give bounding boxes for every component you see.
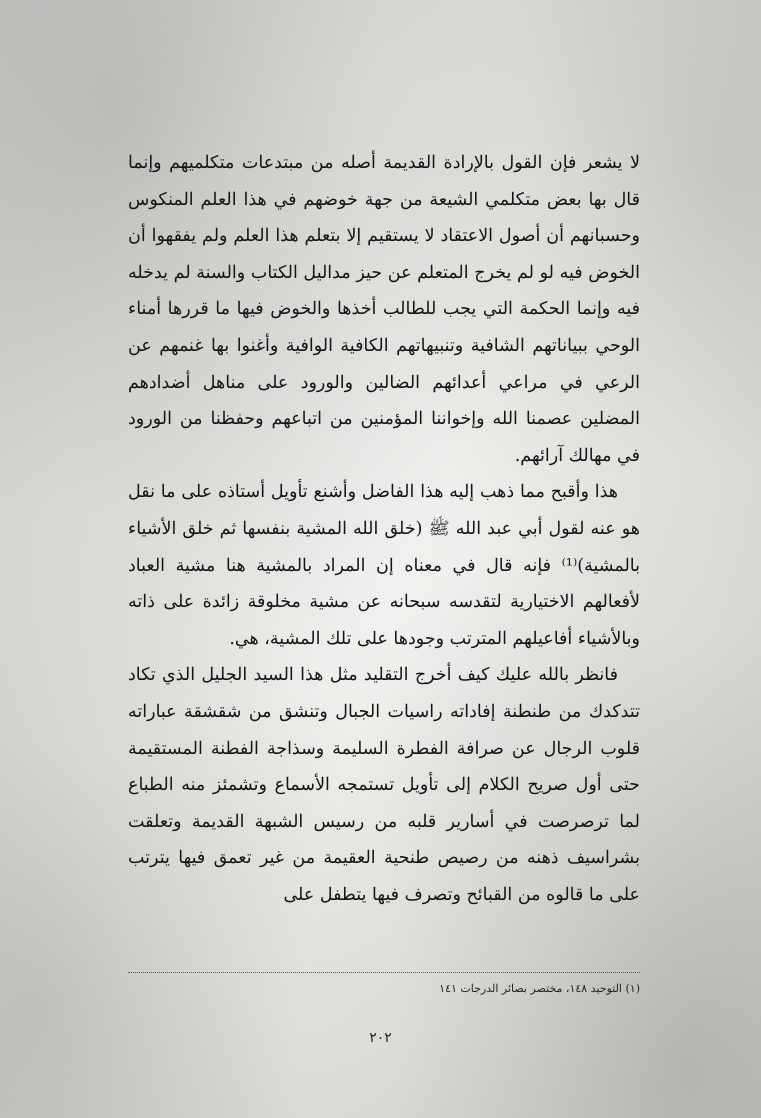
paragraph-2: هذا وأقبح مما ذهب إليه هذا الفاضل وأشنع تأويل أستاذه على ما نقل هو عنه لقول أبي عبد الله ﷺ (خلق الله المشية بنفسها ثم خلق الأشياء بالمشية)⁽¹⁾ فإنه قال في معناه إن المراد بالمشية هنا مشية العباد لأفعالهم الاختيارية لتقدسه سبحانه عن مشية مخلوقة زائدة على ذاته وبالأشياء أفاعيلهم المترتب وجودها على تلك المشية، هي. [128,482,640,649]
body-text [128,145,640,913]
footnote: (١) التوحيد ١٤٨، مختصر بصائر الدرجات ١٤١ [439,982,640,995]
paragraph-1: لا يشعر فإن القول بالإرادة القديمة أصله من مبتدعات متكلميهم وإنما قال بها بعض متكلمي الشيعة من جهة خوضهم في هذا العلم المنكوس وحسبانهم أن أصول الاعتقاد لا يستقيم إلا بتعلم هذا العلم ولم يفقهوا أن الخوض فيه لو لم يخرج المتعلم عن حيز مداليل الكتاب والسنة لم يدخله فيه وإنما الحكمة التي يجب للطالب أخذها والخوض فيها ما قررها أمناء الوحي ببياناتهم الشافية وتنبيهاتهم الكافية الوافية وأغنوا بها غنمهم عن الرعي في مراعي أعدائهم الضالين والورود على مناهل أضدادهم المضلين عصمنا الله وإخواننا المؤمنين من اتباعهم وحفظنا من الورود في مهالك آرائهم. [128,153,640,466]
paragraph-3: فانظر بالله عليك كيف أخرج التقليد مثل هذا السيد الجليل الذي تكاد تتدكدك من طنطنة إفاداته راسيات الجبال وتنشق من شقشقة عباراته قلوب الرجال عن صرافة الفطرة السليمة وسذاجة الفطنة المستقيمة حتى أول صريح الكلام إلى تأويل تستمجه الأسماع وتشمئز منه الطباع لما ترصرصت في أسارير قلبه من رسيس الشبهة القديمة وتعلقت بشراسيف ذهنه من رصيص طنحية العقيمة من غير تعمق فيها يترتب على ما قالوه من القبائح وتصرف فيها يتطفل على [128,665,640,905]
page-number: ٢٠٢ [369,1030,392,1046]
footnote-separator [128,972,640,973]
